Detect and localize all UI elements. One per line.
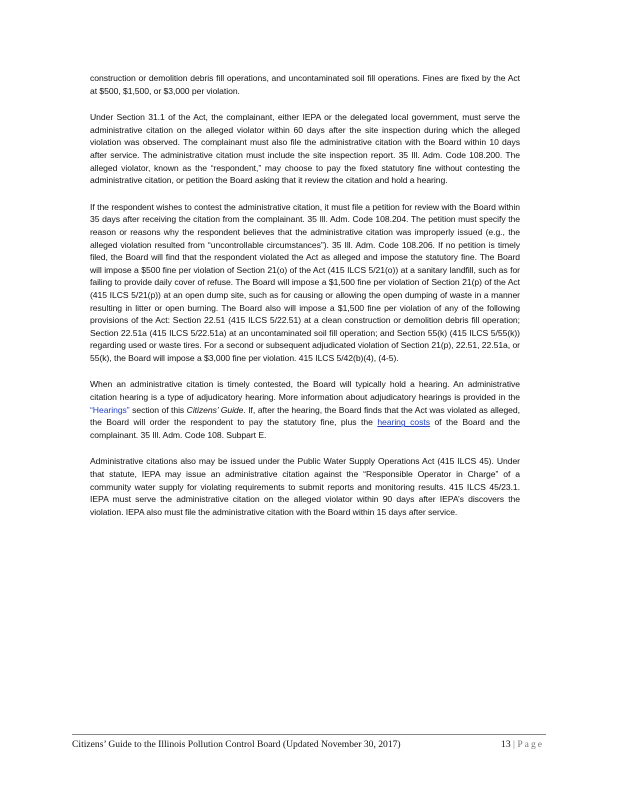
page-number: 13 (501, 739, 511, 750)
paragraph-service: Under Section 31.1 of the Act, the complainant, either IEPA or the delegated local government, must serve the administrative citation on the alleged violator within 60 days after the site inspection during which the alleged violation was observed. The complainant must also file the administrative citation with the Board within 10 days after service. The administrative citation must include the site inspection report. 35 Ill. Adm. Code 108.200. The alleged violator, known as the “respondent,” may choose to pay the fixed statutory fine without contesting the administrative citation, or petition the Board asking that it review the citation and hold a hearing. (90, 112, 520, 186)
hearings-link[interactable]: “Hearings” (90, 404, 130, 415)
paragraph-petition: If the respondent wishes to contest the administrative citation, it must file a petition for review with the Board within 35 days after receiving the citation from the complainant. 35 Ill. Adm. Code 108.204. The petition must specify the reason or reasons why the respondent believes that the administrative citation was improperly issued (e.g., the alleged violation resulted from “uncontrollable circumstances”). 35 Ill. Adm. Code 108.206. If no petition is timely filed, the Board will find that the respondent violated the Act as alleged and impose the statutory fine. The Board will impose a $500 fine per violation of Section 21(o) of the Act (415 ILCS 5/21(o)) at a sanitary landfill, such as for failing to provide daily cover of refuse. The Board will impose a $1,500 fine per violation of Section 21(p) of the Act (415 ILCS 5/21(p)) at an open dump site, such as for causing or allowing the open dumping of waste in a manner resulting in litter or open burning. The Board also will impose a $1,500 fine per violation of any of the following provisions of the Act: Section 22.51 (415 ILCS 5/22.51) at a clean construction or demolition debris fill operation; Section 22.51a (415 ILCS 5/22.51a) at an uncontaminated soil fill operation; and Section 55(k) (415 ILCS 5/55(k)) regarding used or waste tires. For a second or subsequent adjudicated violation of Section 21(p), 22.51, 22.51a, or 55(k), the Board will impose a $3,000 fine per violation. 415 ILCS 5/42(b)(4), (4-5). (90, 201, 520, 363)
paragraph-hearing (90, 378, 520, 441)
hearing-costs-link[interactable]: hearing costs (377, 417, 430, 428)
hearing-text-b: section of this (129, 404, 187, 415)
page-number-block (501, 739, 544, 750)
hearing-text-d: of the Board and the complainant. 35 Ill. Adm. Code 108. Subpart E. (90, 417, 521, 440)
hearing-text-a: When an administrative citation is timely contested, the Board will typically hold a hearing. An administrative citation hearing is a type of adjudicatory hearing. More information about adjudicatory hearings is provided in the (90, 379, 520, 403)
paragraph-water-supply: Administrative citations also may be issued under the Public Water Supply Operations Act (415 ILCS 45). Under that statute, IEPA may issue an administrative citation against the “Responsible Operator in Charge” of a community water supply for violating requirements to submit reports and monitoring results. 415 ILCS 45/23.1. IEPA must serve the administrative citation on the alleged violator within 90 days after IEPA’s discovers the violation. IEPA also must file the administrative citation with the Board within 15 days after service. (90, 456, 520, 517)
footer-title: Citizens’ Guide to the Illinois Pollution Control Board (Updated November 30, 2017) (72, 739, 401, 750)
guide-title-italic: Citizens’ Guide (186, 404, 244, 415)
footer-separator: | (513, 739, 515, 750)
page-body (90, 72, 520, 532)
page-footer (72, 734, 546, 750)
page-label: Page (517, 739, 544, 750)
hearing-text-c: . If, after the hearing, the Board finds that the Act was violated as alleged, the Board will order the respondent to pay the statutory fine, plus the (90, 404, 520, 428)
paragraph-fines: construction or demolition debris fill operations, and uncontaminated soil fill operations. Fines are fixed by the Act at $500, $1,500, or $3,000 per violation. (90, 73, 520, 96)
